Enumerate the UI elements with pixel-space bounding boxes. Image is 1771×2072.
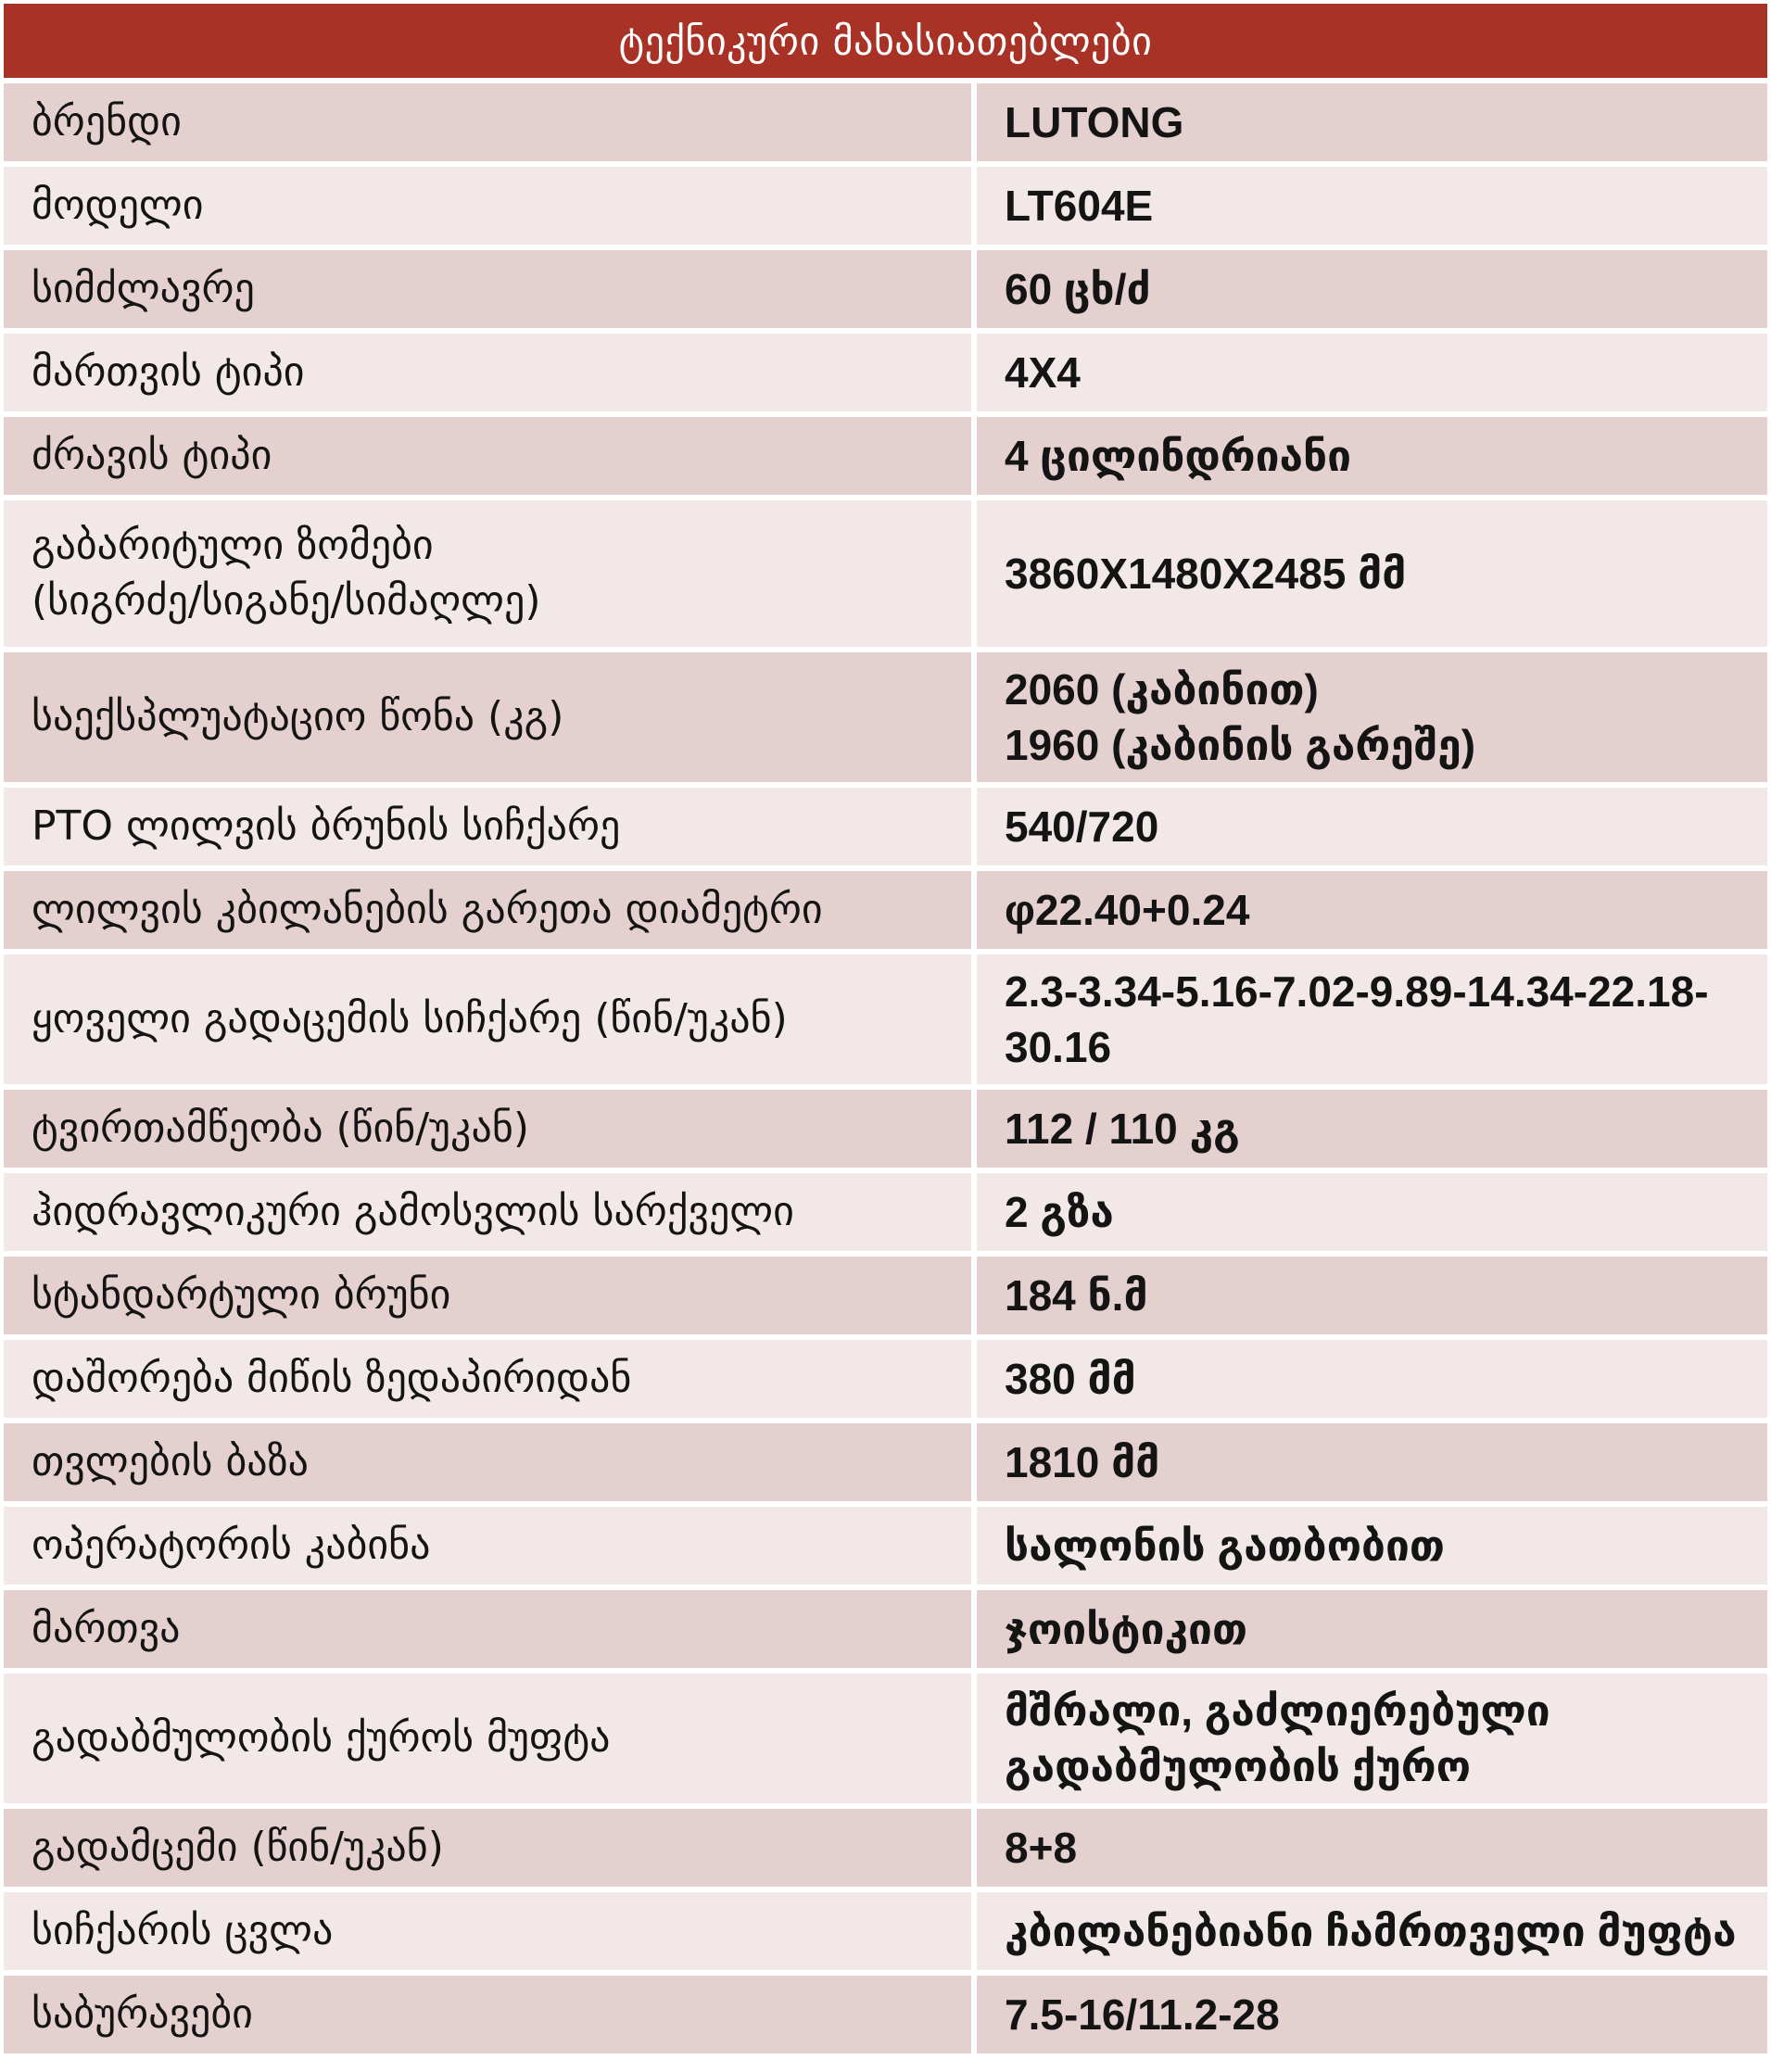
spec-value bbox=[977, 652, 1767, 782]
spec-label-line: (სიგრძე/სიგანე/სიმაღლე) bbox=[32, 577, 541, 625]
spec-value bbox=[977, 250, 1767, 328]
spec-value-line: 7.5-16/11.2-28 bbox=[1005, 1990, 1280, 2039]
spec-value bbox=[977, 1892, 1767, 1970]
table-row bbox=[4, 1340, 1767, 1418]
spec-label-line: გადაბმულობის ქუროს მუფტა bbox=[32, 1714, 611, 1762]
table-row bbox=[4, 1892, 1767, 1970]
table-row bbox=[4, 1090, 1767, 1168]
spec-label bbox=[4, 1809, 971, 1887]
spec-value-line: 184 ნ.მ bbox=[1005, 1271, 1148, 1320]
spec-label bbox=[4, 1340, 971, 1418]
spec-value bbox=[977, 871, 1767, 949]
table-row bbox=[4, 954, 1767, 1084]
table-row bbox=[4, 871, 1767, 949]
table-row bbox=[4, 1590, 1767, 1668]
spec-value-line: φ22.40+0.24 bbox=[1005, 886, 1250, 934]
spec-value-line: ჯოისტიკით bbox=[1005, 1605, 1248, 1653]
spec-value bbox=[977, 334, 1767, 411]
spec-label-line: გაბარიტული ზომები bbox=[32, 522, 434, 569]
spec-value bbox=[977, 954, 1767, 1084]
table-row bbox=[4, 652, 1767, 782]
spec-value-line: 380 მმ bbox=[1005, 1355, 1136, 1403]
spec-label-line: ყოველი გადაცემის სიჩქარე (წინ/უკან) bbox=[32, 995, 788, 1042]
spec-label bbox=[4, 1507, 971, 1585]
spec-label bbox=[4, 1423, 971, 1501]
table-row bbox=[4, 167, 1767, 245]
table-row bbox=[4, 1173, 1767, 1251]
spec-label bbox=[4, 788, 971, 865]
spec-value bbox=[977, 1507, 1767, 1585]
spec-label-line: ლილვის კბილანების გარეთა დიამეტრი bbox=[32, 886, 823, 933]
spec-label bbox=[4, 1173, 971, 1251]
spec-label bbox=[4, 167, 971, 245]
spec-label-line: დაშორება მიწის ზედაპირიდან bbox=[32, 1355, 632, 1402]
spec-label-line: მართვა bbox=[32, 1605, 181, 1652]
table-row bbox=[4, 1674, 1767, 1803]
spec-label bbox=[4, 334, 971, 411]
spec-table bbox=[4, 4, 1767, 2059]
spec-label bbox=[4, 1257, 971, 1334]
spec-value-line: 1810 მმ bbox=[1005, 1438, 1160, 1486]
spec-label bbox=[4, 1090, 971, 1168]
spec-label-line: ძრავის ტიპი bbox=[32, 432, 272, 479]
spec-label bbox=[4, 1976, 971, 2053]
spec-value bbox=[977, 1976, 1767, 2053]
spec-label bbox=[4, 1674, 971, 1803]
spec-label-line: სიჩქარის ცვლა bbox=[32, 1907, 334, 1954]
spec-value bbox=[977, 500, 1767, 647]
spec-label bbox=[4, 500, 971, 647]
spec-value-line: 1960 (კაბინის გარეშე) bbox=[1005, 721, 1476, 769]
table-row bbox=[4, 500, 1767, 647]
table-row bbox=[4, 334, 1767, 411]
spec-label-line: სტანდარტული ბრუნი bbox=[32, 1271, 451, 1319]
spec-label-line: ტვირთამწეობა (წინ/უკან) bbox=[32, 1105, 529, 1152]
spec-label bbox=[4, 954, 971, 1084]
table-title: ტექნიკური მახასიათებლები bbox=[4, 4, 1767, 78]
spec-value bbox=[977, 1674, 1767, 1803]
table-row bbox=[4, 788, 1767, 865]
table-row bbox=[4, 1809, 1767, 1887]
spec-label bbox=[4, 1590, 971, 1668]
table-row bbox=[4, 1976, 1767, 2053]
spec-value bbox=[977, 1423, 1767, 1501]
spec-value-line: 540/720 bbox=[1005, 802, 1159, 851]
spec-value bbox=[977, 83, 1767, 161]
table-row bbox=[4, 1423, 1767, 1501]
spec-label-line: საექსპლუატაციო წონა (კგ) bbox=[32, 693, 564, 740]
spec-label bbox=[4, 417, 971, 495]
spec-value bbox=[977, 1809, 1767, 1887]
spec-value-line: 2 გზა bbox=[1005, 1188, 1114, 1236]
spec-value bbox=[977, 417, 1767, 495]
spec-value-line: კბილანებიანი ჩამრთველი მუფტა bbox=[1005, 1907, 1737, 1955]
spec-rows bbox=[4, 83, 1767, 2053]
spec-label-line: ჰიდრავლიკური გამოსვლის სარქველი bbox=[32, 1188, 794, 1235]
spec-value-line: 8+8 bbox=[1005, 1824, 1078, 1872]
spec-label-line: თვლების ბაზა bbox=[32, 1438, 309, 1485]
table-row bbox=[4, 83, 1767, 161]
spec-value bbox=[977, 1090, 1767, 1168]
spec-label-line: ოპერატორის კაბინა bbox=[32, 1522, 431, 1569]
spec-label bbox=[4, 871, 971, 949]
spec-value-line: 3860X1480X2485 მმ bbox=[1005, 550, 1407, 598]
spec-value-line: 30.16 bbox=[1005, 1023, 1112, 1071]
spec-value-line: 112 / 110 კგ bbox=[1005, 1105, 1240, 1153]
spec-value-line: მშრალი, გაძლიერებული bbox=[1005, 1687, 1550, 1735]
spec-label bbox=[4, 652, 971, 782]
spec-value bbox=[977, 788, 1767, 865]
spec-value-line: სალონის გათბობით bbox=[1005, 1522, 1445, 1570]
spec-label-line: სიმძლავრე bbox=[32, 265, 255, 312]
spec-label-line: გადამცემი (წინ/უკან) bbox=[32, 1824, 444, 1871]
spec-label-line: PTO ლილვის ბრუნის სიჩქარე bbox=[32, 802, 621, 850]
spec-label-line: საბურავები bbox=[32, 1990, 253, 2038]
spec-label-line: ბრენდი bbox=[32, 98, 182, 145]
spec-value bbox=[977, 1173, 1767, 1251]
spec-value-line: 2060 (კაბინით) bbox=[1005, 665, 1319, 714]
spec-value bbox=[977, 1340, 1767, 1418]
table-row bbox=[4, 417, 1767, 495]
table-row bbox=[4, 1257, 1767, 1334]
spec-value bbox=[977, 1257, 1767, 1334]
spec-value-line: LT604E bbox=[1005, 182, 1154, 230]
spec-value-line: LUTONG bbox=[1005, 98, 1184, 146]
spec-value-line: 4X4 bbox=[1005, 348, 1081, 397]
spec-value-line: 60 ცხ/ძ bbox=[1005, 265, 1151, 313]
spec-value-line: გადაბმულობის ქურო bbox=[1005, 1742, 1472, 1790]
spec-value-line: 2.3-3.34-5.16-7.02-9.89-14.34-22.18- bbox=[1005, 967, 1709, 1016]
spec-value bbox=[977, 167, 1767, 245]
spec-value bbox=[977, 1590, 1767, 1668]
spec-label bbox=[4, 83, 971, 161]
spec-label-line: მოდელი bbox=[32, 182, 204, 229]
spec-value-line: 4 ცილინდრიანი bbox=[1005, 432, 1352, 480]
spec-label-line: მართვის ტიპი bbox=[32, 348, 305, 396]
spec-label bbox=[4, 1892, 971, 1970]
table-row bbox=[4, 1507, 1767, 1585]
table-row bbox=[4, 250, 1767, 328]
spec-label bbox=[4, 250, 971, 328]
